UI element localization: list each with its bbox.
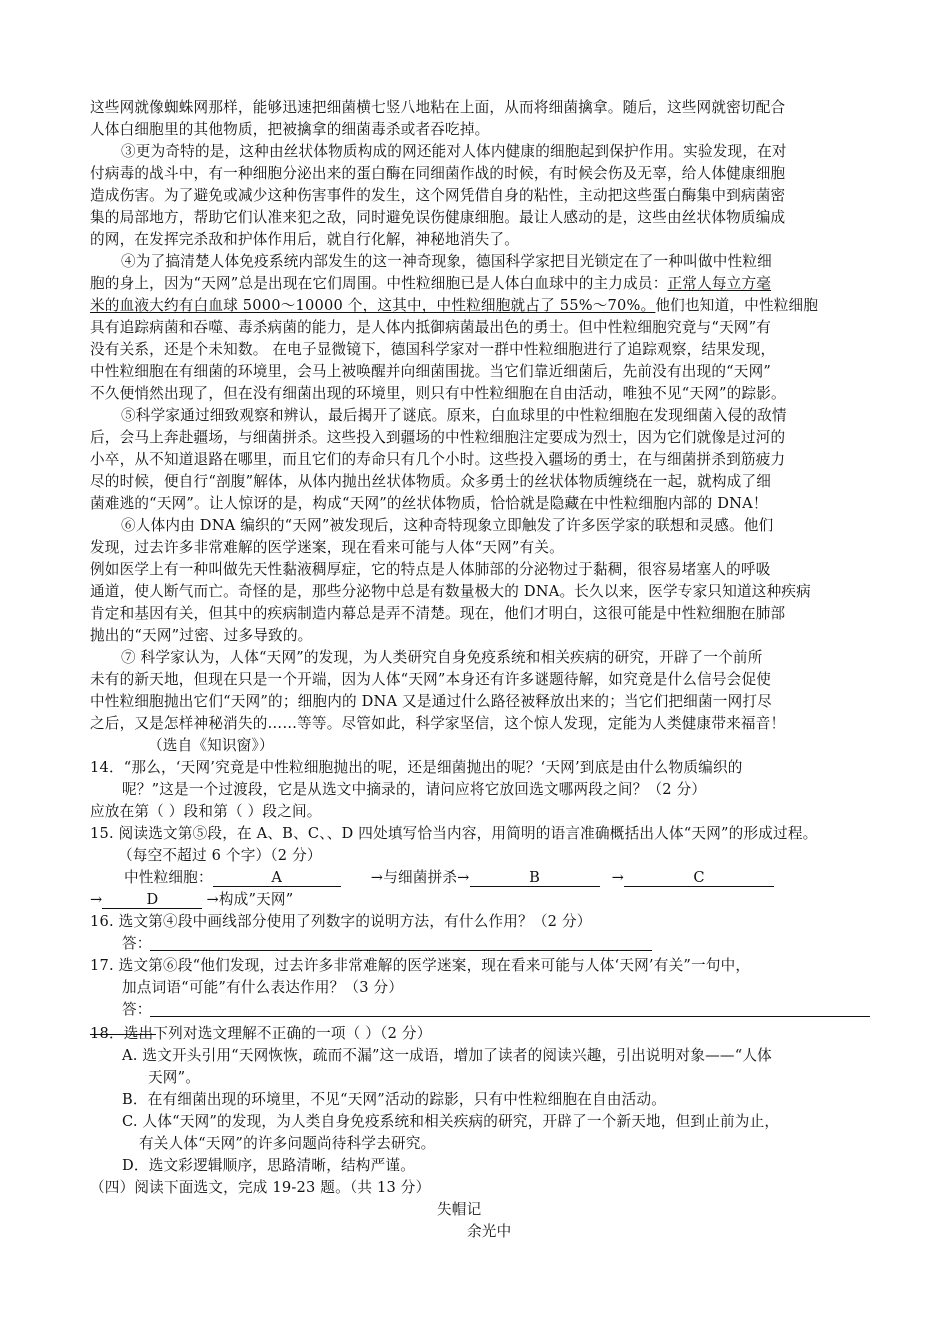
underlined-text: 米的血液大约有白血球 5000～10000 个，这其中，中性粒细胞就占了 55%～70%。 [90,297,656,314]
passage-line: 通道，使人断气而亡。奇怪的是，那些分泌物中总是有数量极大的 DNA。长久以来，医学专家只知道这种疾病 [90,583,811,600]
answer-line[interactable] [150,1016,870,1017]
passage-line: 这些网就像蜘蛛网那样，能够迅速把细菌横七竖八地粘在上面，从而将细菌擒拿。随后，这些网就密切配合 [90,99,786,116]
article-title: 失帽记 [437,1201,482,1218]
question-15-line2: （每空不超过 6 个字）（2 分） [118,847,322,864]
flow-end: →构成”天网” [206,891,294,908]
option-d: D．选文彩逻辑顺序，思路清晰，结构严谨。 [122,1157,415,1174]
flow-start: 中性粒细胞： [124,869,213,886]
passage-line: 中性粒细胞在有细菌的环境里，会马上被唤醒并向细菌围拢。当它们靠近细菌后，先前没有出现的“天网” [90,363,772,380]
passage-line: 人体白细胞里的其他物质，把被擒拿的细菌毒杀或者吞吃掉。 [90,121,490,138]
question-15-flow-1 [124,867,774,889]
passage-line: 尽的时候，便自行“剖腹”解体，从体内抛出丝状体物质。众多勇士的丝状体物质缠绕在一起，就构成了细 [90,473,772,490]
passage-line: 不久便悄然出现了，但在没有细菌出现的环境里，则只有中性粒细胞在自由活动，唯独不见“天网”的踪影。 [90,385,786,402]
question-17-line2: 加点词语“可能”有什么表达作用？（3 分） [122,979,404,996]
option-c-cont: 有关人体“天网”的许多问题尚待科学去研究。 [139,1135,436,1152]
passage-line: 造成伤害。为了避免或减少这种伤害事件的发生，这个网凭借自身的粘性，主动把这些蛋白酶集中到病菌密 [90,187,786,204]
passage-line: 具有追踪病菌和吞噬、毒杀病菌的能力，是人体内抵御病菌最出色的勇士。但中性粒细胞究竟与“天网”有 [90,319,772,336]
passage-line: 发现，过去许多非常难解的医学迷案，现在看来可能与人体“天网”有关。 [90,539,564,556]
option-a-cont: 天网”。 [148,1069,201,1086]
blank-d[interactable]: D [102,892,202,909]
question-14-line2: 呢？”这是一个过渡段，它是从选文中摘录的，请问应将它放回选文哪两段之间？（2 分） [122,781,707,798]
passage-line: 未有的新天地，但现在只是一个开端，因为人体“天网”本身还有许多谜题待解，如究竟是什么信号会促使 [90,671,772,688]
blank-c[interactable]: C [624,870,774,887]
passage-line: 集的局部地方，帮助它们认准来犯之敌，同时避免误伤健康细胞。最让人感动的是，这些由丝状体物质编成 [90,209,786,226]
passage-line: 之后，又是怎样神秘消失的……等等。尽管如此，科学家坚信，这个惊人发现，定能为人类健康带来福音！ [90,715,786,732]
passage-line: 例如医学上有一种叫做先天性黏液稠厚症，它的特点是人体肺部的分泌物过于黏稠，很容易堵塞人的呼吸 [90,561,771,578]
passage-text: 他们也知道，中性粒细胞 [655,297,819,314]
flow-arrow: → [611,869,625,886]
question-15-flow-2 [90,889,293,911]
flow-mid: →与细菌拼杀→ [370,869,470,886]
passage-text: 胞的身上，因为“天网”总是出现在它们周围。中性粒细胞已是人体白血球中的主力成员： [90,275,668,292]
question-14: 14．“那么，‘天网’究竟是中性粒细胞抛出的呢，还是细菌抛出的呢？‘天网’到底是由什么物质编织的 [90,759,743,776]
option-b: B．在有细菌出现的环境里，不见“天网”活动的踪影，只有中性粒细胞在自由活动。 [122,1091,667,1108]
question-18: 18．选出下列对选文理解不正确的一项（ ）（2 分） [90,1025,432,1042]
underlined-text: 正常人每立方毫 [667,275,772,292]
option-a: A. 选文开头引用“天网恢恢，疏而不漏”这一成语，增加了读者的阅读兴趣，引出说明对象——“人体 [122,1047,772,1064]
passage-line: 肯定和基因有关，但其中的疾病制造内幕总是弄不清楚。现在，他们才明白，这很可能是中性粒细胞在肺部 [90,605,786,622]
passage-line: 后，会马上奔赴疆场，与细菌拼杀。这些投入到疆场的中性粒细胞注定要成为烈士，因为它们就像是过河的 [90,429,786,446]
passage-line: 小卒，从不知道退路在哪里，而且它们的寿命只有几个小时。这些投入疆场的勇士，在与细菌拼杀到筋疲力 [90,451,786,468]
question-14-answer: 应放在第（ ）段和第（ ）段之间。 [90,803,322,820]
passage-line: ⑦ 科学家认为，人体“天网”的发现，为人类研究自身免疫系统和相关疾病的研究，开辟了一个前所 [121,649,763,666]
answer-line[interactable] [150,950,652,951]
blank-b[interactable]: B [470,870,600,887]
section-header: （四）阅读下面选文，完成 19-23 题。（共 13 分） [90,1179,431,1196]
passage-line: 的网，在发挥完杀敌和护体作用后，就自行化解，神秘地消失了。 [90,231,520,248]
passage-line: 中性粒细胞抛出它们“天网”的；细胞内的 DNA 又是通过什么路径被释放出来的；当它们把细菌一网打尽 [90,693,772,710]
question-17: 17. 选文第⑥段“他们发现，过去许多非常难解的医学迷案，现在看来可能与人体‘天网’有关”一句中， [90,957,751,974]
answer-label: 答： [122,1001,152,1018]
question-15: 15. 阅读选文第⑤段，在 A、B、C、、D 四处填写恰当内容，用简明的语言准确概括出人体“天网”的形成过程。 [90,825,818,842]
flow-arrow: → [90,891,103,908]
article-author: 余光中 [467,1223,512,1240]
passage-line: 抛出的“天网”过密、过多导致的。 [90,627,313,644]
passage-line: 没有关系，还是个未知数。 在电子显微镜下，德国科学家对一群中性粒细胞进行了追踪观察，结果发现， [90,341,776,358]
blank-a[interactable]: A [213,870,341,887]
option-c: C. 人体“天网”的发现，为人类自身免疫系统和相关疾病的研究，开辟了一个新天地，但到止前为止， [122,1113,780,1130]
passage-line: ⑥人体内由 DNA 编织的“天网”被发现后，这种奇特现象立即触发了许多医学家的联想和灵感。他们 [121,517,774,534]
passage-line [90,295,818,317]
passage-line [90,273,771,295]
question-16: 16. 选文第④段中画线部分使用了列数字的说明方法，有什么作用？（2 分） [90,913,592,930]
passage-line: 付病毒的战斗中，有一种细胞分泌出来的蛋白酶在同细菌作战的时候，有时候会伤及无辜，给人体健康细胞 [90,165,786,182]
passage-line: 菌难逃的“天网”。让人惊讶的是，构成“天网”的丝状体物质，恰恰就是隐藏在中性粒细胞内部的 DNA！ [90,495,768,512]
source-citation: （选自《知识窗》） [148,737,274,754]
passage-line: ③更为奇特的是，这种由丝状体物质构成的网还能对人体内健康的细胞起到保护作用。实验发现，在对 [121,143,787,160]
answer-label: 答： [122,935,152,952]
passage-line: ④为了搞清楚人体免疫系统内部发生的这一神奇现象，德国科学家把目光锁定在了一种叫做中性粒细 [121,253,772,270]
passage-line: ⑤科学家通过细致观察和辨认，最后揭开了谜底。原来，白血球里的中性粒细胞在发现细菌入侵的敌情 [121,407,787,424]
